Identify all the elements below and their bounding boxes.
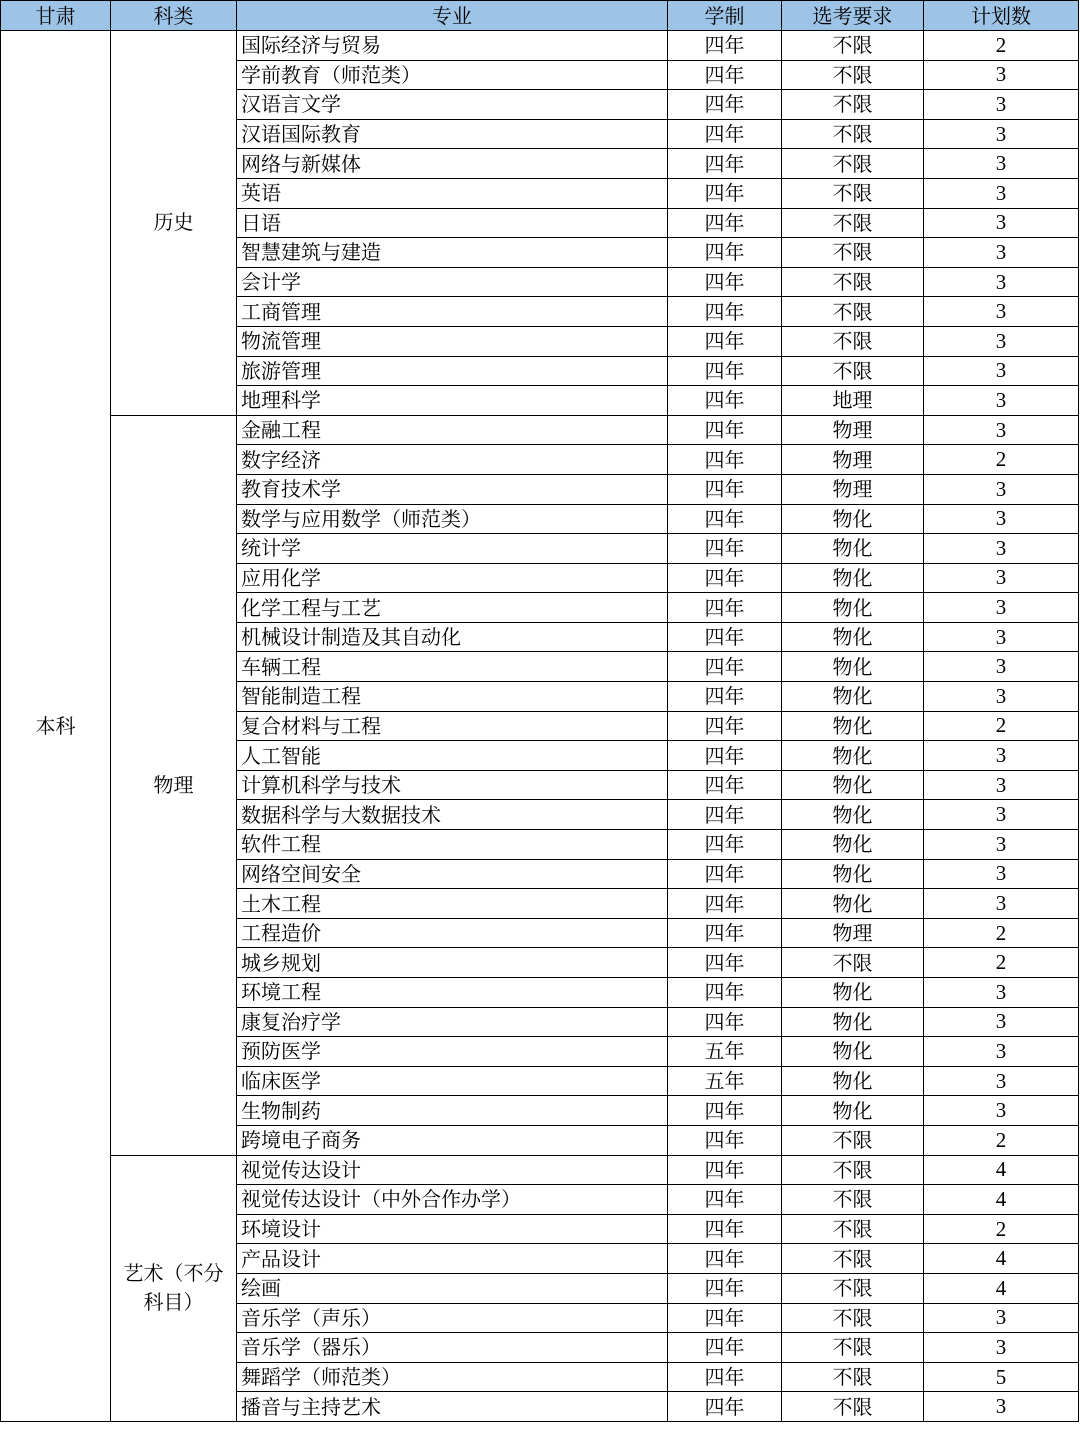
duration-cell: 四年: [668, 504, 782, 534]
major-cell: 统计学: [237, 534, 668, 564]
plan-cell: 3: [924, 830, 1079, 860]
duration-cell: 四年: [668, 1392, 782, 1422]
plan-cell: 3: [924, 978, 1079, 1008]
major-cell: 音乐学（器乐）: [237, 1333, 668, 1363]
major-cell: 日语: [237, 208, 668, 238]
requirement-cell: 不限: [782, 149, 924, 179]
plan-cell: 4: [924, 1155, 1079, 1185]
level-cell: 本科: [1, 31, 111, 1422]
major-cell: 复合材料与工程: [237, 711, 668, 741]
major-cell: 数字经济: [237, 445, 668, 475]
duration-cell: 四年: [668, 1362, 782, 1392]
duration-cell: 四年: [668, 60, 782, 90]
major-cell: 机械设计制造及其自动化: [237, 622, 668, 652]
major-cell: 人工智能: [237, 741, 668, 771]
major-cell: 智能制造工程: [237, 682, 668, 712]
duration-cell: 四年: [668, 770, 782, 800]
plan-cell: 3: [924, 741, 1079, 771]
major-cell: 网络空间安全: [237, 859, 668, 889]
duration-cell: 四年: [668, 415, 782, 445]
header-row: [1, 1, 1079, 31]
requirement-cell: 物化: [782, 534, 924, 564]
plan-cell: 3: [924, 1096, 1079, 1126]
major-cell: 跨境电子商务: [237, 1125, 668, 1155]
requirement-cell: 不限: [782, 1392, 924, 1422]
header-category: 科类: [111, 1, 237, 31]
major-cell: 产品设计: [237, 1244, 668, 1274]
table-row: [1, 415, 1079, 445]
major-cell: 应用化学: [237, 563, 668, 593]
requirement-cell: 物化: [782, 889, 924, 919]
plan-cell: 3: [924, 356, 1079, 386]
major-cell: 智慧建筑与建造: [237, 238, 668, 268]
duration-cell: 四年: [668, 978, 782, 1008]
requirement-cell: 物理: [782, 474, 924, 504]
major-cell: 教育技术学: [237, 474, 668, 504]
plan-cell: 3: [924, 534, 1079, 564]
major-cell: 会计学: [237, 267, 668, 297]
duration-cell: 五年: [668, 1066, 782, 1096]
duration-cell: 四年: [668, 178, 782, 208]
requirement-cell: 物化: [782, 1066, 924, 1096]
plan-cell: 3: [924, 90, 1079, 120]
plan-cell: 3: [924, 859, 1079, 889]
duration-cell: 四年: [668, 889, 782, 919]
major-cell: 数据科学与大数据技术: [237, 800, 668, 830]
major-cell: 地理科学: [237, 386, 668, 416]
plan-cell: 3: [924, 800, 1079, 830]
major-cell: 学前教育（师范类）: [237, 60, 668, 90]
major-cell: 临床医学: [237, 1066, 668, 1096]
requirement-cell: 物理: [782, 415, 924, 445]
requirement-cell: 不限: [782, 60, 924, 90]
requirement-cell: 不限: [782, 90, 924, 120]
plan-cell: 4: [924, 1244, 1079, 1274]
major-cell: 预防医学: [237, 1037, 668, 1067]
major-cell: 生物制药: [237, 1096, 668, 1126]
duration-cell: 四年: [668, 593, 782, 623]
plan-cell: 2: [924, 445, 1079, 475]
requirement-cell: 物化: [782, 859, 924, 889]
requirement-cell: 物化: [782, 1007, 924, 1037]
major-cell: 土木工程: [237, 889, 668, 919]
major-cell: 环境设计: [237, 1214, 668, 1244]
major-cell: 车辆工程: [237, 652, 668, 682]
duration-cell: 四年: [668, 859, 782, 889]
major-cell: 英语: [237, 178, 668, 208]
plan-cell: 3: [924, 267, 1079, 297]
requirement-cell: 不限: [782, 1273, 924, 1303]
major-cell: 金融工程: [237, 415, 668, 445]
requirement-cell: 不限: [782, 31, 924, 61]
category-cell: 艺术（不分科目）: [111, 1155, 237, 1421]
header-requirement: 选考要求: [782, 1, 924, 31]
major-cell: 旅游管理: [237, 356, 668, 386]
header-plan: 计划数: [924, 1, 1079, 31]
requirement-cell: 不限: [782, 1244, 924, 1274]
plan-cell: 3: [924, 238, 1079, 268]
plan-cell: 3: [924, 652, 1079, 682]
plan-cell: 3: [924, 593, 1079, 623]
plan-cell: 3: [924, 386, 1079, 416]
duration-cell: 四年: [668, 682, 782, 712]
requirement-cell: 物化: [782, 770, 924, 800]
requirement-cell: 物化: [782, 1037, 924, 1067]
requirement-cell: 地理: [782, 386, 924, 416]
major-cell: 汉语言文学: [237, 90, 668, 120]
plan-cell: 3: [924, 326, 1079, 356]
major-cell: 绘画: [237, 1273, 668, 1303]
category-cell: 历史: [111, 31, 237, 416]
requirement-cell: 物化: [782, 830, 924, 860]
major-cell: 音乐学（声乐）: [237, 1303, 668, 1333]
plan-cell: 3: [924, 504, 1079, 534]
major-cell: 国际经济与贸易: [237, 31, 668, 61]
table-row: [1, 31, 1079, 61]
requirement-cell: 不限: [782, 1185, 924, 1215]
requirement-cell: 物化: [782, 978, 924, 1008]
major-cell: 软件工程: [237, 830, 668, 860]
duration-cell: 四年: [668, 800, 782, 830]
duration-cell: 四年: [668, 622, 782, 652]
plan-cell: 3: [924, 1303, 1079, 1333]
table-row: [1, 1155, 1079, 1185]
duration-cell: 四年: [668, 1303, 782, 1333]
duration-cell: 四年: [668, 711, 782, 741]
duration-cell: 四年: [668, 326, 782, 356]
duration-cell: 四年: [668, 386, 782, 416]
duration-cell: 四年: [668, 356, 782, 386]
major-cell: 康复治疗学: [237, 1007, 668, 1037]
plan-cell: 3: [924, 297, 1079, 327]
duration-cell: 四年: [668, 149, 782, 179]
plan-cell: 2: [924, 31, 1079, 61]
major-cell: 播音与主持艺术: [237, 1392, 668, 1422]
table-body: [1, 31, 1079, 1422]
duration-cell: 四年: [668, 90, 782, 120]
requirement-cell: 物理: [782, 445, 924, 475]
requirement-cell: 物化: [782, 1096, 924, 1126]
duration-cell: 四年: [668, 741, 782, 771]
duration-cell: 四年: [668, 830, 782, 860]
requirement-cell: 物化: [782, 741, 924, 771]
plan-cell: 3: [924, 119, 1079, 149]
duration-cell: 四年: [668, 948, 782, 978]
duration-cell: 四年: [668, 1007, 782, 1037]
requirement-cell: 不限: [782, 267, 924, 297]
requirement-cell: 不限: [782, 178, 924, 208]
requirement-cell: 不限: [782, 356, 924, 386]
requirement-cell: 不限: [782, 1155, 924, 1185]
plan-cell: 3: [924, 622, 1079, 652]
plan-cell: 4: [924, 1273, 1079, 1303]
plan-cell: 3: [924, 563, 1079, 593]
plan-cell: 2: [924, 918, 1079, 948]
requirement-cell: 不限: [782, 1362, 924, 1392]
plan-cell: 2: [924, 948, 1079, 978]
plan-cell: 3: [924, 1066, 1079, 1096]
duration-cell: 四年: [668, 238, 782, 268]
plan-cell: 5: [924, 1362, 1079, 1392]
duration-cell: 五年: [668, 1037, 782, 1067]
plan-cell: 2: [924, 1214, 1079, 1244]
duration-cell: 四年: [668, 267, 782, 297]
requirement-cell: 物理: [782, 918, 924, 948]
requirement-cell: 不限: [782, 297, 924, 327]
requirement-cell: 物化: [782, 563, 924, 593]
major-cell: 视觉传达设计（中外合作办学）: [237, 1185, 668, 1215]
plan-cell: 3: [924, 60, 1079, 90]
requirement-cell: 不限: [782, 1303, 924, 1333]
requirement-cell: 物化: [782, 504, 924, 534]
plan-cell: 3: [924, 208, 1079, 238]
requirement-cell: 物化: [782, 622, 924, 652]
duration-cell: 四年: [668, 1214, 782, 1244]
requirement-cell: 不限: [782, 238, 924, 268]
major-cell: 工商管理: [237, 297, 668, 327]
plan-cell: 3: [924, 178, 1079, 208]
plan-cell: 3: [924, 474, 1079, 504]
plan-cell: 3: [924, 1007, 1079, 1037]
duration-cell: 四年: [668, 1155, 782, 1185]
major-cell: 网络与新媒体: [237, 149, 668, 179]
major-cell: 汉语国际教育: [237, 119, 668, 149]
plan-cell: 2: [924, 711, 1079, 741]
duration-cell: 四年: [668, 1273, 782, 1303]
major-cell: 城乡规划: [237, 948, 668, 978]
requirement-cell: 不限: [782, 1214, 924, 1244]
requirement-cell: 不限: [782, 326, 924, 356]
major-cell: 数学与应用数学（师范类）: [237, 504, 668, 534]
plan-cell: 3: [924, 1333, 1079, 1363]
major-cell: 舞蹈学（师范类）: [237, 1362, 668, 1392]
duration-cell: 四年: [668, 474, 782, 504]
plan-cell: 3: [924, 1037, 1079, 1067]
plan-cell: 3: [924, 889, 1079, 919]
requirement-cell: 不限: [782, 1333, 924, 1363]
duration-cell: 四年: [668, 1125, 782, 1155]
plan-cell: 3: [924, 770, 1079, 800]
requirement-cell: 不限: [782, 208, 924, 238]
requirement-cell: 物化: [782, 800, 924, 830]
duration-cell: 四年: [668, 1333, 782, 1363]
major-cell: 视觉传达设计: [237, 1155, 668, 1185]
duration-cell: 四年: [668, 534, 782, 564]
duration-cell: 四年: [668, 1096, 782, 1126]
duration-cell: 四年: [668, 918, 782, 948]
major-cell: 计算机科学与技术: [237, 770, 668, 800]
major-cell: 环境工程: [237, 978, 668, 1008]
duration-cell: 四年: [668, 119, 782, 149]
requirement-cell: 物化: [782, 711, 924, 741]
requirement-cell: 物化: [782, 682, 924, 712]
duration-cell: 四年: [668, 445, 782, 475]
header-duration: 学制: [668, 1, 782, 31]
requirement-cell: 不限: [782, 948, 924, 978]
duration-cell: 四年: [668, 1185, 782, 1215]
duration-cell: 四年: [668, 652, 782, 682]
plan-cell: 3: [924, 149, 1079, 179]
plan-cell: 3: [924, 1392, 1079, 1422]
duration-cell: 四年: [668, 31, 782, 61]
plan-cell: 3: [924, 415, 1079, 445]
header-province: 甘肃: [1, 1, 111, 31]
duration-cell: 四年: [668, 208, 782, 238]
duration-cell: 四年: [668, 1244, 782, 1274]
major-cell: 工程造价: [237, 918, 668, 948]
requirement-cell: 物化: [782, 652, 924, 682]
duration-cell: 四年: [668, 563, 782, 593]
plan-cell: 3: [924, 682, 1079, 712]
category-cell: 物理: [111, 415, 237, 1155]
major-cell: 化学工程与工艺: [237, 593, 668, 623]
plan-cell: 4: [924, 1185, 1079, 1215]
requirement-cell: 物化: [782, 593, 924, 623]
major-cell: 物流管理: [237, 326, 668, 356]
duration-cell: 四年: [668, 297, 782, 327]
requirement-cell: 不限: [782, 1125, 924, 1155]
plan-cell: 2: [924, 1125, 1079, 1155]
requirement-cell: 不限: [782, 119, 924, 149]
header-major: 专业: [237, 1, 668, 31]
